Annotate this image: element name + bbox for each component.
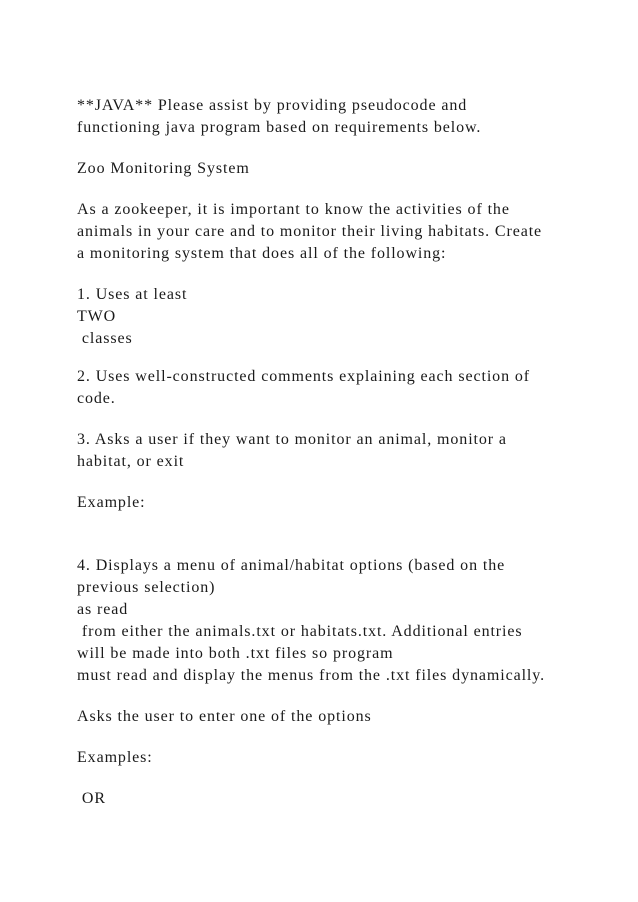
section-title: Zoo Monitoring System (77, 160, 250, 177)
text-line: OR (77, 790, 106, 807)
requirement-item: 1. Uses at least (77, 286, 188, 303)
text-line: must read and display the menus from the .txt files dynamically. (77, 667, 546, 684)
text-line: code. (77, 390, 116, 407)
requirement-item: 2. Uses well-constructed comments explaining each section of (77, 368, 530, 385)
example-label: Example: (77, 494, 146, 511)
text-line: previous selection) (77, 579, 216, 596)
example-label: Examples: (77, 749, 153, 766)
text-line: a monitoring system that does all of the following: (77, 245, 447, 262)
text-line: habitat, or exit (77, 453, 185, 470)
text-line: Asks the user to enter one of the options (77, 708, 372, 725)
text-line: as read (77, 601, 129, 618)
requirement-item: 4. Displays a menu of animal/habitat options (based on the (77, 557, 506, 574)
text-line: classes (77, 330, 133, 347)
text-line: TWO (77, 308, 117, 325)
text-line: As a zookeeper, it is important to know the activities of the (77, 201, 510, 218)
text-line: functioning java program based on requirements below. (77, 119, 482, 136)
text-line: will be made into both .txt files so program (77, 645, 394, 662)
text-line: animals in your care and to monitor their living habitats. Create (77, 223, 543, 240)
text-line: from either the animals.txt or habitats.txt. Additional entries (77, 623, 523, 640)
text-line: **JAVA** Please assist by providing pseudocode and (77, 97, 468, 114)
requirement-item: 3. Asks a user if they want to monitor an animal, monitor a (77, 431, 507, 448)
